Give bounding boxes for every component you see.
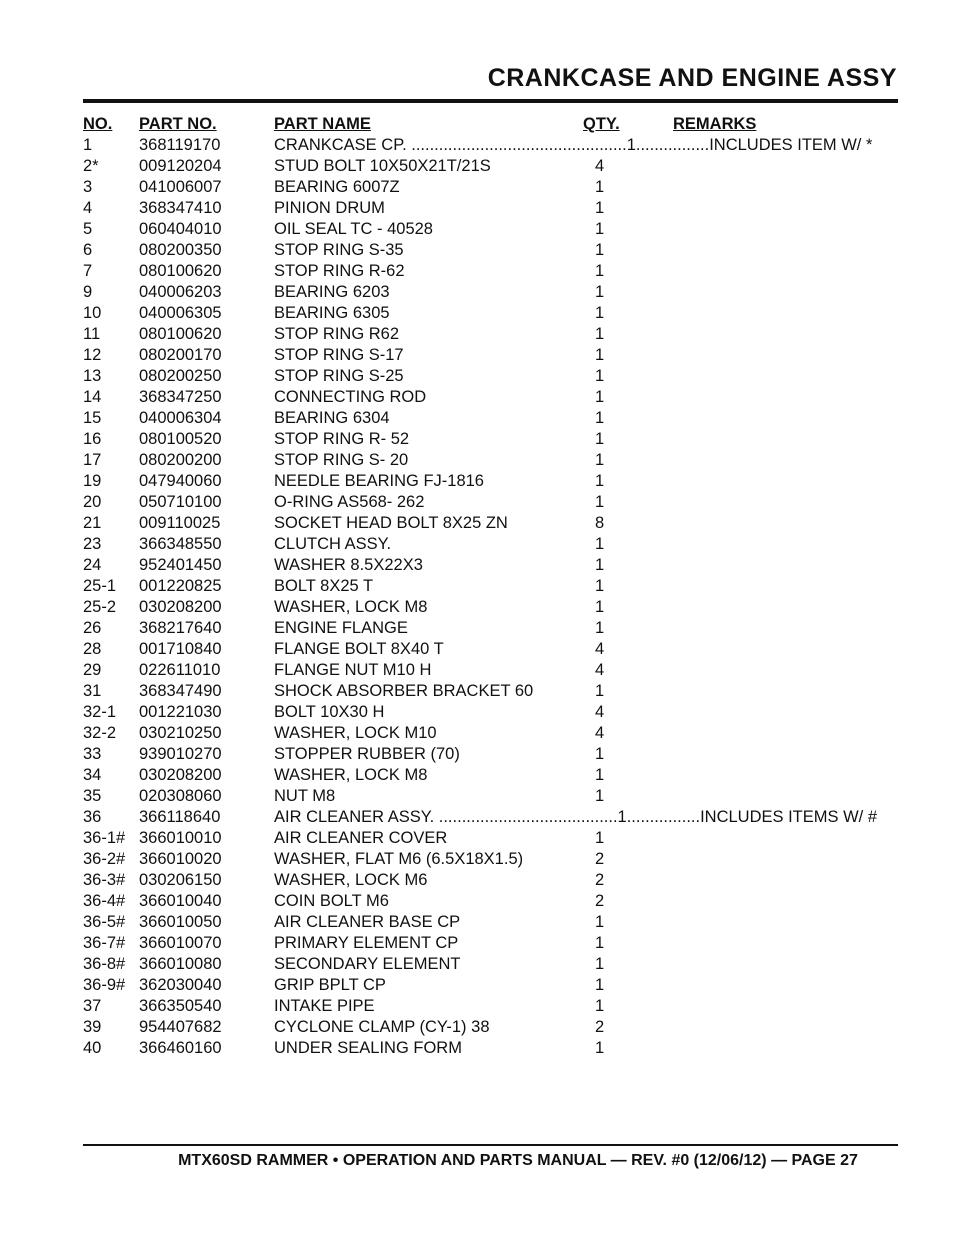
header-part-no: PART NO. <box>139 115 217 133</box>
row-qty: 1 <box>595 283 605 301</box>
table-row <box>83 513 898 534</box>
row-no: 39 <box>83 1018 102 1036</box>
row-part-no: 080100620 <box>139 325 222 343</box>
row-part-name: PRIMARY ELEMENT CP <box>274 934 459 952</box>
table-row <box>83 639 898 660</box>
row-part-name: AIR CLEANER COVER <box>274 829 448 847</box>
row-qty: 1 <box>595 451 605 469</box>
table-row <box>83 723 898 744</box>
table-row <box>83 282 898 303</box>
row-part-name: BOLT 10X30 H <box>274 703 385 721</box>
row-part-no: 020308060 <box>139 787 222 805</box>
row-no: 37 <box>83 997 102 1015</box>
row-qty: 2 <box>595 850 605 868</box>
row-no: 21 <box>83 514 102 532</box>
table-row <box>83 660 898 681</box>
row-no: 25-1 <box>83 577 117 595</box>
row-part-no: 368217640 <box>139 619 222 637</box>
row-part-name: WASHER, LOCK M8 <box>274 766 428 784</box>
row-no: 6 <box>83 241 93 259</box>
row-part-name: ENGINE FLANGE <box>274 619 408 637</box>
table-row <box>83 975 898 996</box>
row-part-no: 001221030 <box>139 703 222 721</box>
table-row <box>83 891 898 912</box>
row-qty: 1 <box>595 220 605 238</box>
table-row <box>83 471 898 492</box>
row-no: 36-3# <box>83 871 126 889</box>
row-qty: 1 <box>595 577 605 595</box>
row-part-no: 040006305 <box>139 304 222 322</box>
table-row <box>83 156 898 177</box>
row-no: 32-1 <box>83 703 117 721</box>
row-part-name: STUD BOLT 10X50X21T/21S <box>274 157 491 175</box>
row-qty: 1 <box>595 619 605 637</box>
row-part-name: PINION DRUM <box>274 199 385 217</box>
row-qty: 1 <box>595 346 605 364</box>
row-part-name: BEARING 6304 <box>274 409 390 427</box>
row-part-no: 939010270 <box>139 745 222 763</box>
row-part-name: SOCKET HEAD BOLT 8X25 ZN <box>274 514 508 532</box>
row-part-name: SHOCK ABSORBER BRACKET 60 <box>274 682 534 700</box>
table-row <box>83 135 898 156</box>
row-no: 36-2# <box>83 850 126 868</box>
row-part-name: NUT M8 <box>274 787 336 805</box>
row-no: 3 <box>83 178 93 196</box>
row-part-no: 041006007 <box>139 178 222 196</box>
table-row <box>83 597 898 618</box>
row-no: 13 <box>83 367 102 385</box>
row-part-no: 080200200 <box>139 451 222 469</box>
row-part-name: CONNECTING ROD <box>274 388 427 406</box>
row-no: 5 <box>83 220 93 238</box>
row-qty: 1 <box>595 241 605 259</box>
table-row <box>83 912 898 933</box>
table-row <box>83 576 898 597</box>
row-part-name: STOPPER RUBBER (70) <box>274 745 460 763</box>
table-row <box>83 492 898 513</box>
row-no: 29 <box>83 661 102 679</box>
row-part-name: INTAKE PIPE <box>274 997 375 1015</box>
row-no: 33 <box>83 745 102 763</box>
row-qty: 1 <box>595 1039 605 1057</box>
row-no: 28 <box>83 640 102 658</box>
header-no: NO. <box>83 115 113 133</box>
row-part-name: STOP RING S- 20 <box>274 451 409 469</box>
row-qty: 4 <box>595 724 605 742</box>
row-part-no: 047940060 <box>139 472 222 490</box>
row-no: 17 <box>83 451 102 469</box>
row-qty: 1 <box>595 388 605 406</box>
row-no: 40 <box>83 1039 102 1057</box>
row-no: 32-2 <box>83 724 117 742</box>
row-part-no: 009120204 <box>139 157 222 175</box>
row-no: 20 <box>83 493 102 511</box>
footer-rule <box>83 1144 898 1146</box>
row-part-name: WASHER, LOCK M10 <box>274 724 437 742</box>
row-part-name: STOP RING S-35 <box>274 241 404 259</box>
row-part-no: 030210250 <box>139 724 222 742</box>
row-no: 10 <box>83 304 102 322</box>
row-part-name: STOP RING R62 <box>274 325 400 343</box>
row-qty: 1 <box>595 829 605 847</box>
row-part-name: O-RING AS568- 262 <box>274 493 425 511</box>
row-no: 12 <box>83 346 102 364</box>
row-qty: 1 <box>595 598 605 616</box>
page-footer <box>83 1152 898 1170</box>
row-qty: 1 <box>595 178 605 196</box>
table-row <box>83 870 898 891</box>
row-part-no: 368347410 <box>139 199 222 217</box>
row-no: 4 <box>83 199 93 217</box>
row-part-name: STOP RING S-25 <box>274 367 404 385</box>
row-part-no: 368347250 <box>139 388 222 406</box>
row-part-no: 030206150 <box>139 871 222 889</box>
row-no: 35 <box>83 787 102 805</box>
row-qty: 1 <box>595 682 605 700</box>
table-row <box>83 681 898 702</box>
table-body <box>83 135 898 1059</box>
row-no: 1 <box>83 136 93 154</box>
row-no: 36-7# <box>83 934 126 952</box>
table-row <box>83 807 898 828</box>
row-no: 19 <box>83 472 102 490</box>
row-part-name: FLANGE NUT M10 H <box>274 661 432 679</box>
row-qty: 1 <box>595 367 605 385</box>
row-part-name: CYCLONE CLAMP (CY-1) 38 <box>274 1018 490 1036</box>
parts-table <box>83 114 898 1059</box>
row-no: 36-8# <box>83 955 126 973</box>
row-qty: 1 <box>595 493 605 511</box>
row-part-no: 030208200 <box>139 766 222 784</box>
row-part-no: 366010040 <box>139 892 222 910</box>
row-part-no: 040006304 <box>139 409 222 427</box>
row-qty: 2 <box>595 871 605 889</box>
row-qty: 1 <box>595 745 605 763</box>
row-qty: 1 <box>595 430 605 448</box>
table-row <box>83 786 898 807</box>
row-no: 25-2 <box>83 598 117 616</box>
table-row <box>83 933 898 954</box>
table-row <box>83 261 898 282</box>
row-part-no: 080200350 <box>139 241 222 259</box>
row-no: 26 <box>83 619 102 637</box>
row-qty: 4 <box>595 661 605 679</box>
table-row <box>83 555 898 576</box>
row-part-no: 080200170 <box>139 346 222 364</box>
row-part-name: CRANKCASE CP. ...............................................1................INCLUDES ITEM W/ * <box>274 136 873 154</box>
row-no: 2* <box>83 157 99 175</box>
row-no: 31 <box>83 682 102 700</box>
table-row <box>83 408 898 429</box>
row-qty: 1 <box>595 535 605 553</box>
table-row <box>83 240 898 261</box>
row-part-no: 080100520 <box>139 430 222 448</box>
row-part-name: WASHER, LOCK M6 <box>274 871 428 889</box>
table-row <box>83 996 898 1017</box>
row-qty: 1 <box>595 199 605 217</box>
row-part-no: 022611010 <box>139 661 221 679</box>
row-part-name: WASHER, FLAT M6 (6.5X18X1.5) <box>274 850 524 868</box>
row-part-no: 368119170 <box>139 136 221 154</box>
table-row <box>83 765 898 786</box>
row-part-no: 366010070 <box>139 934 222 952</box>
footer-text: MTX60SD RAMMER • OPERATION AND PARTS MANUAL — REV. #0 (12/06/12) — PAGE 27 <box>178 1152 858 1169</box>
row-qty: 1 <box>595 997 605 1015</box>
row-part-name: NEEDLE BEARING FJ-1816 <box>274 472 484 490</box>
table-row <box>83 324 898 345</box>
table-row <box>83 828 898 849</box>
row-no: 36-5# <box>83 913 126 931</box>
row-part-name: CLUTCH ASSY. <box>274 535 392 553</box>
row-qty: 2 <box>595 892 605 910</box>
row-no: 9 <box>83 283 93 301</box>
row-no: 36-4# <box>83 892 126 910</box>
table-row <box>83 219 898 240</box>
table-row <box>83 345 898 366</box>
row-qty: 1 <box>595 304 605 322</box>
row-qty: 2 <box>595 1018 605 1036</box>
header-qty: QTY. <box>583 115 620 133</box>
table-row <box>83 429 898 450</box>
row-part-no: 366010080 <box>139 955 222 973</box>
row-qty: 1 <box>595 955 605 973</box>
row-qty: 1 <box>595 325 605 343</box>
row-part-no: 368347490 <box>139 682 222 700</box>
row-no: 36-9# <box>83 976 126 994</box>
table-row <box>83 849 898 870</box>
table-row <box>83 303 898 324</box>
row-no: 34 <box>83 766 102 784</box>
row-part-no: 080200250 <box>139 367 222 385</box>
row-part-name: BEARING 6007Z <box>274 178 400 196</box>
row-part-no: 366460160 <box>139 1039 222 1057</box>
row-qty: 4 <box>595 640 605 658</box>
row-qty: 1 <box>595 787 605 805</box>
table-row <box>83 618 898 639</box>
row-part-no: 366350540 <box>139 997 222 1015</box>
row-part-name: COIN BOLT M6 <box>274 892 389 910</box>
row-no: 36-1# <box>83 829 126 847</box>
table-row <box>83 387 898 408</box>
row-part-no: 366348550 <box>139 535 222 553</box>
row-qty: 4 <box>595 703 605 721</box>
row-no: 11 <box>83 325 101 343</box>
row-no: 7 <box>83 262 93 280</box>
row-qty: 8 <box>595 514 605 532</box>
row-part-no: 030208200 <box>139 598 222 616</box>
row-qty: 4 <box>595 157 605 175</box>
row-part-name: BOLT 8X25 T <box>274 577 374 595</box>
row-part-no: 040006203 <box>139 283 222 301</box>
table-row <box>83 1038 898 1059</box>
row-no: 14 <box>83 388 102 406</box>
row-part-name: SECONDARY ELEMENT <box>274 955 461 973</box>
row-part-name: STOP RING S-17 <box>274 346 404 364</box>
row-part-name: FLANGE BOLT 8X40 T <box>274 640 444 658</box>
row-no: 36 <box>83 808 102 826</box>
table-row <box>83 450 898 471</box>
header-part-name: PART NAME <box>274 115 371 133</box>
row-qty: 1 <box>595 472 605 490</box>
row-part-no: 009110025 <box>139 514 221 532</box>
row-qty: 1 <box>595 262 605 280</box>
row-part-no: 952401450 <box>139 556 222 574</box>
table-row <box>83 177 898 198</box>
row-part-name: WASHER, LOCK M8 <box>274 598 428 616</box>
table-row <box>83 534 898 555</box>
row-qty: 1 <box>595 976 605 994</box>
table-header <box>83 114 898 135</box>
table-row <box>83 198 898 219</box>
row-part-no: 001710840 <box>139 640 222 658</box>
row-qty: 1 <box>595 913 605 931</box>
header-rule <box>83 99 898 103</box>
row-part-name: AIR CLEANER BASE CP <box>274 913 461 931</box>
row-part-name: GRIP BPLT CP <box>274 976 386 994</box>
row-no: 24 <box>83 556 102 574</box>
row-part-no: 954407682 <box>139 1018 222 1036</box>
row-part-name: AIR CLEANER ASSY. .......................................1................INCLUDES ITEMS W/ # <box>274 808 878 826</box>
table-row <box>83 366 898 387</box>
row-part-name: BEARING 6203 <box>274 283 390 301</box>
row-part-no: 362030040 <box>139 976 222 994</box>
row-no: 16 <box>83 430 102 448</box>
header-remarks: REMARKS <box>673 115 757 133</box>
row-qty: 1 <box>595 409 605 427</box>
row-part-no: 366010010 <box>139 829 222 847</box>
row-no: 15 <box>83 409 102 427</box>
row-part-name: WASHER 8.5X22X3 <box>274 556 423 574</box>
row-part-no: 366010020 <box>139 850 222 868</box>
row-part-name: UNDER SEALING FORM <box>274 1039 462 1057</box>
row-part-no: 366118640 <box>139 808 221 826</box>
row-part-no: 366010050 <box>139 913 222 931</box>
row-no: 23 <box>83 535 102 553</box>
row-part-name: BEARING 6305 <box>274 304 390 322</box>
row-qty: 1 <box>595 556 605 574</box>
row-part-no: 080100620 <box>139 262 222 280</box>
page-title: CRANKCASE AND ENGINE ASSY <box>487 64 897 92</box>
row-part-name: OIL SEAL TC - 40528 <box>274 220 433 238</box>
row-part-no: 060404010 <box>139 220 222 238</box>
row-qty: 1 <box>595 934 605 952</box>
row-part-no: 001220825 <box>139 577 222 595</box>
table-row <box>83 954 898 975</box>
row-qty: 1 <box>595 766 605 784</box>
row-part-name: STOP RING R-62 <box>274 262 405 280</box>
table-row <box>83 744 898 765</box>
table-row <box>83 1017 898 1038</box>
row-part-name: STOP RING R- 52 <box>274 430 410 448</box>
row-part-no: 050710100 <box>139 493 222 511</box>
table-row <box>83 702 898 723</box>
